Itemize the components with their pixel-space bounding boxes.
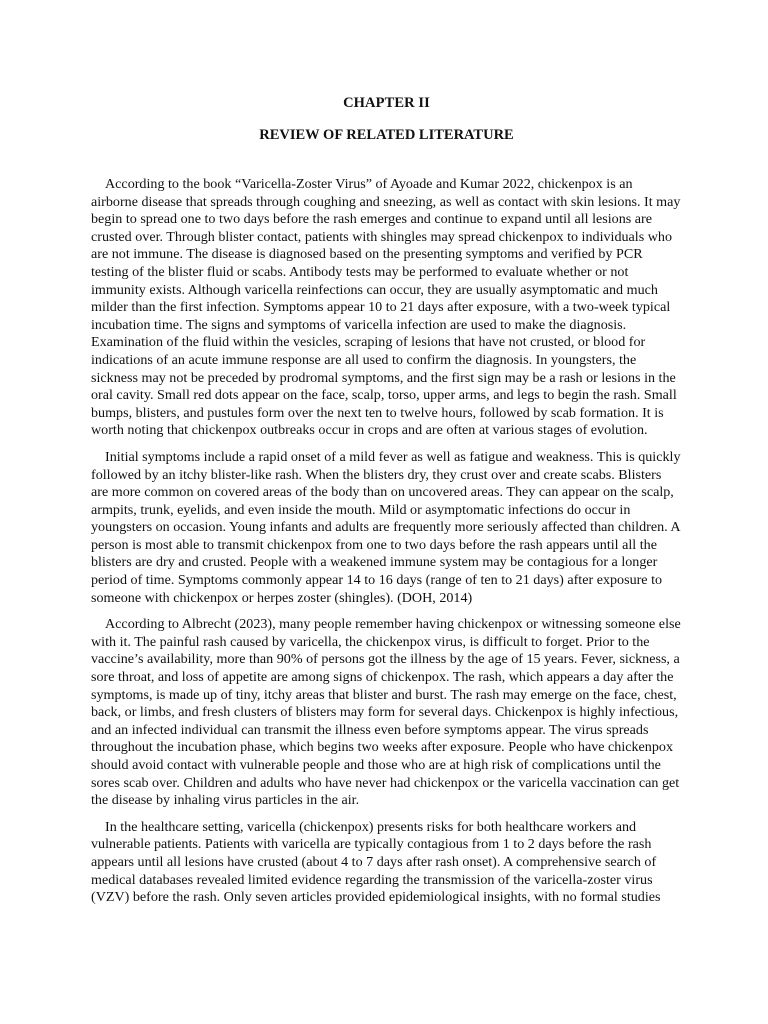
paragraph-1: According to the book “Varicella-Zoster Virus” of Ayoade and Kumar 2022, chickenpox is an airborne disease that spreads through coughing and sneezing, as well as contact with skin lesions. It may begin to spread one to two days before the rash emerges and continue to expand until all lesions are crusted over. Through blister contact, patients with shingles may spread chickenpox to individuals who are not immune. The disease is diagnosed based on the presenting symptoms and verified by PCR testing of the blister fluid or scabs. Antibody tests may be performed to evaluate whether or not immunity exists. Although varicella reinfections can occur, they are usually asymptomatic and much milder than the first infection. Symptoms appear 10 to 21 days after exposure, with a two-week typical incubation time. The signs and symptoms of varicella infection are used to make the diagnosis. Examination of the fluid within the vesicles, scraping of lesions that have not crusted, or blood for indications of an acute immune response are all used to confirm the diagnosis. In youngsters, the sickness may not be preceded by prodromal symptoms, and the first sign may be a rash or lesions in the oral cavity. Small red dots appear on the face, scalp, torso, upper arms, and legs to begin the rash. Small bumps, blisters, and pustules form over the next ten to twelve hours, followed by scab formation. It is worth noting that chickenpox outbreaks occur in crops and are often at various stages of evolution. — [91, 176, 681, 439]
paragraph-4: In the healthcare setting, varicella (chickenpox) presents risks for both healthcare workers and vulnerable patients. Patients with varicella are typically contagious from 1 to 2 days before the rash appears until all lesions have crusted (about 4 to 7 days after rash onset). A comprehensive search of medical databases revealed limited evidence regarding the transmission of the varicella-zoster virus (VZV) before the rash. Only seven articles provided epidemiological insights, with no formal studies — [91, 818, 661, 906]
paragraph-3: According to Albrecht (2023), many people remember having chickenpox or witnessing someone else with it. The painful rash caused by varicella, the chickenpox virus, is difficult to forget. Prior to the vaccine’s availability, more than 90% of persons got the illness by the age of 15 years. Fever, sickness, a sore throat, and loss of appetite are among signs of chickenpox. The rash, which appears a day after the symptoms, is made up of tiny, itchy areas that blister and burst. The rash may emerge on the face, chest, back, or limbs, and fresh clusters of blisters may form for several days. Chickenpox is highly infectious, and an infected individual can transmit the illness even before symptoms appear. The virus spreads throughout the incubation phase, which begins two weeks after exposure. People who have chickenpox should avoid contact with vulnerable people and those who are at high risk of complications until the sores scab over. Children and adults who have never had chickenpox or the varicella vaccination can get the disease by inhaling virus particles in the air. — [91, 616, 681, 809]
section-heading: REVIEW OF RELATED LITERATURE — [259, 127, 514, 143]
document-body — [91, 176, 682, 907]
chapter-title: CHAPTER II — [343, 95, 430, 111]
paragraph-2: Initial symptoms include a rapid onset of a mild fever as well as fatigue and weakness. This is quickly followed by an itchy blister-like rash. When the blisters dry, they crust over and create scabs. Blisters are more common on covered areas of the body than on uncovered areas. They can appear on the scalp, armpits, trunk, eyelids, and even inside the mouth. Mild or asymptomatic infections do occur in youngsters on occasion. Young infants and adults are frequently more seriously affected than children. A person is most able to transmit chickenpox from one to two days before the rash appears until all the blisters are dry and crusted. People with a weakened immune system may be contagious for a longer period of time. Symptoms commonly appear 14 to 16 days (range of ten to 21 days) after exposure to someone with chickenpox or herpes zoster (shingles). (DOH, 2014) — [91, 448, 681, 606]
